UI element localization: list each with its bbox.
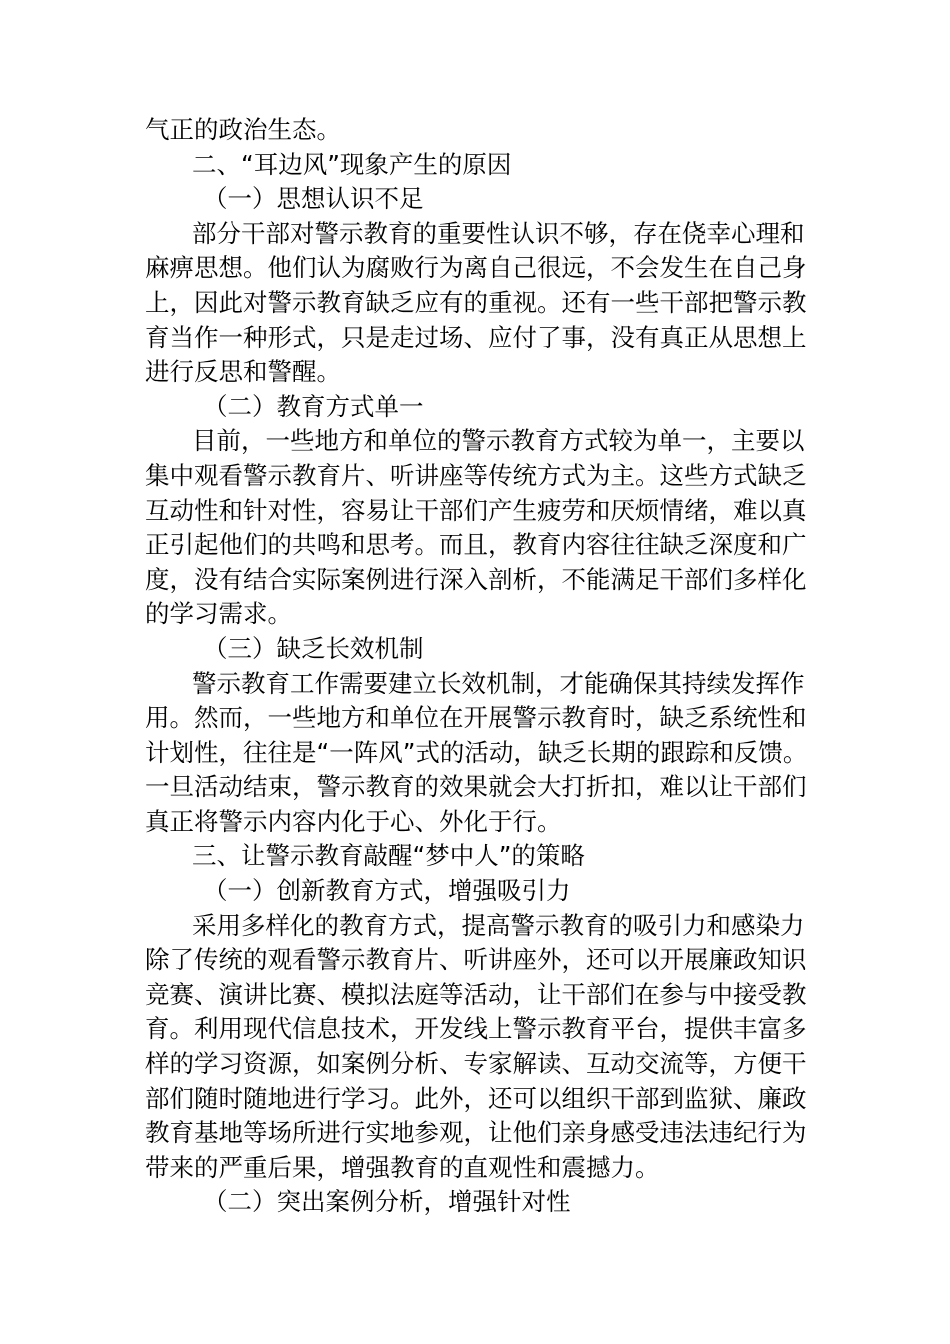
paragraph-line: 计划性，往往是“一阵风”式的活动，缺乏长期的跟踪和反馈。 xyxy=(145,737,808,767)
paragraph-line: 采用多样化的教育方式，提高警示教育的吸引力和感染力 xyxy=(192,910,805,940)
section-heading-2: 二、“耳边风”现象产生的原因 xyxy=(192,149,512,179)
paragraph-line: 部分干部对警示教育的重要性认识不够，存在侥幸心理和 xyxy=(192,218,805,248)
paragraph-line: 的学习需求。 xyxy=(145,599,292,629)
paragraph-line: 正引起他们的共鸣和思考。而且，教育内容往往缺乏深度和广 xyxy=(145,530,807,560)
paragraph-line: 气正的政治生态。 xyxy=(145,115,341,144)
paragraph-line: 进行反思和警醒。 xyxy=(145,357,341,387)
paragraph-line: 样的学习资源，如案例分析、专家解读、互动交流等，方便干 xyxy=(145,1049,807,1079)
paragraph-line: 真正将警示内容内化于心、外化于行。 xyxy=(145,806,562,836)
paragraph-line: 互动性和针对性，容易让干部们产生疲劳和厌烦情绪，难以真 xyxy=(145,495,807,525)
paragraph-line: 上，因此对警示教育缺乏应有的重视。还有一些干部把警示教 xyxy=(145,287,807,317)
paragraph-line: 教育基地等场所进行实地参观，让他们亲身感受违法违纪行为 xyxy=(145,1118,807,1148)
paragraph-line: 部们随时随地进行学习。此外，还可以组织干部到监狱、廉政 xyxy=(145,1083,807,1113)
paragraph-line: 带来的严重后果，增强教育的直观性和震撼力。 xyxy=(145,1152,660,1182)
paragraph-line: 一旦活动结束，警示教育的效果就会大打折扣，难以让干部们 xyxy=(145,772,807,802)
subsection-heading-3-2: （二）突出案例分析，增强针对性 xyxy=(203,1187,571,1217)
paragraph-line: 育当作一种形式，只是走过场、应付了事，没有真正从思想上 xyxy=(145,322,807,352)
paragraph-line: 警示教育工作需要建立长效机制，才能确保其持续发挥作 xyxy=(192,668,805,698)
paragraph-line: 度，没有结合实际案例进行深入剖析，不能满足干部们多样化 xyxy=(145,564,807,594)
paragraph-line: 目前，一些地方和单位的警示教育方式较为单一，主要以 xyxy=(192,426,805,456)
paragraph-line: 用。然而，一些地方和单位在开展警示教育时，缺乏系统性和 xyxy=(145,703,807,733)
subsection-heading-2-3: （三）缺乏长效机制 xyxy=(203,633,424,663)
subsection-heading-2-2: （二）教育方式单一 xyxy=(203,391,424,421)
paragraph-line: 竞赛、演讲比赛、模拟法庭等活动，让干部们在参与中接受教 xyxy=(145,979,807,1009)
subsection-heading-3-1: （一）创新教育方式，增强吸引力 xyxy=(203,876,571,906)
subsection-heading-2-1: （一）思想认识不足 xyxy=(203,184,424,214)
paragraph-line: 除了传统的观看警示教育片、听讲座外，还可以开展廉政知识 xyxy=(145,945,807,975)
section-heading-3: 三、让警示教育敲醒“梦中人”的策略 xyxy=(192,841,585,871)
paragraph-line: 麻痹思想。他们认为腐败行为离自己很远，不会发生在自己身 xyxy=(145,253,807,283)
paragraph-line: 集中观看警示教育片、听讲座等传统方式为主。这些方式缺乏 xyxy=(145,460,807,490)
paragraph-line: 育。利用现代信息技术，开发线上警示教育平台，提供丰富多 xyxy=(145,1014,807,1044)
document-body xyxy=(145,113,820,1220)
